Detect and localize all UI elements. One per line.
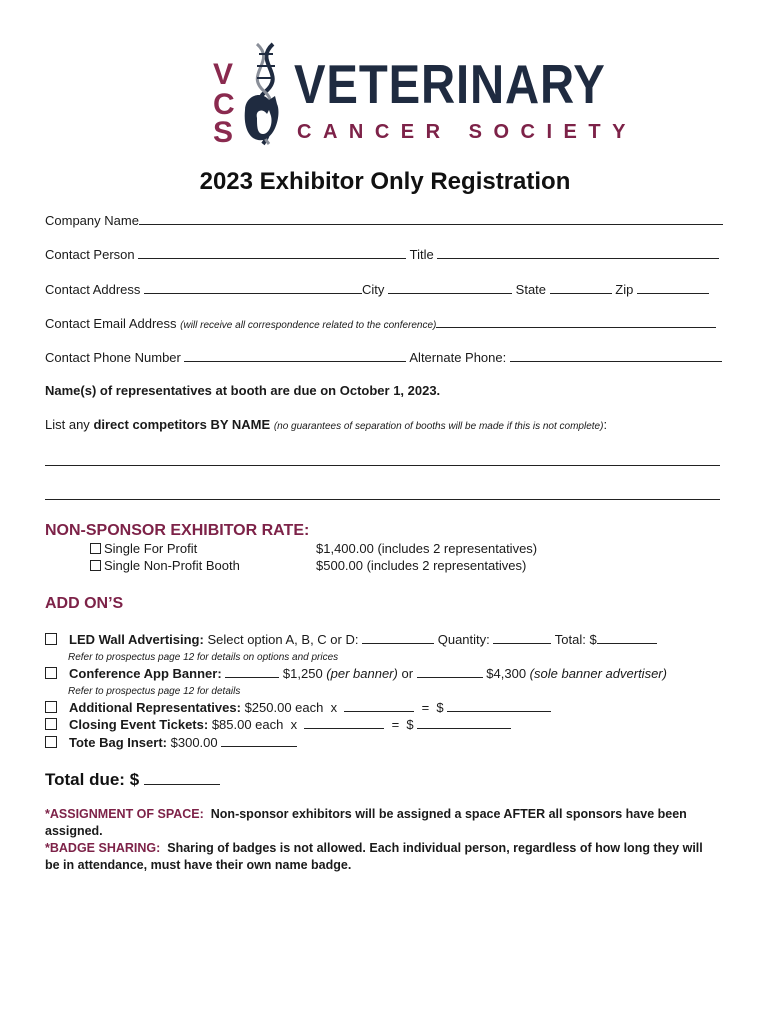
logo-initial-c: C: [213, 88, 235, 121]
app-banner-row: [45, 665, 667, 682]
state-field[interactable]: [550, 281, 612, 294]
option-for-profit[interactable]: [90, 541, 197, 557]
representatives-checkbox[interactable]: [45, 701, 57, 713]
non-profit-price: $500.00 (includes 2 representatives): [316, 558, 527, 573]
contact-email-label: Contact Email Address: [45, 316, 177, 331]
total-due-label: Total due:: [45, 770, 125, 789]
assignment-note-text: Non-sponsor exhibitors will be assigned a space AFTER all sponsors have been assigned.: [45, 807, 687, 838]
contact-address-field[interactable]: [144, 281, 362, 294]
representatives-x: x: [330, 700, 338, 715]
closing-event-row: [45, 716, 511, 733]
page-title: 2023 Exhibitor Only Registration: [199, 168, 571, 195]
led-wall-name: LED Wall Advertising:: [69, 632, 204, 647]
company-name-label: Company Name: [45, 213, 139, 228]
tote-bag-text: $300.00: [170, 735, 218, 750]
state-label: State: [515, 282, 547, 297]
contact-address-label: Contact Address: [45, 282, 141, 297]
badge-note: [45, 840, 710, 874]
logo-name-sub: CANCER SOCIETY: [297, 121, 637, 143]
alternate-phone-label: Alternate Phone:: [409, 350, 507, 365]
contact-person-row: [45, 246, 719, 263]
closing-event-text: $85.00 each: [211, 717, 284, 732]
app-banner-qty-field[interactable]: [225, 665, 279, 678]
zip-field[interactable]: [637, 281, 709, 294]
contact-email-row: [45, 315, 716, 334]
for-profit-price: $1,400.00 (includes 2 representatives): [316, 541, 538, 556]
company-name-row: [45, 212, 723, 229]
contact-phone-label: Contact Phone Number: [45, 350, 181, 365]
representatives-eq: =: [421, 700, 430, 715]
logo-initial-s: S: [213, 116, 234, 149]
tote-bag-name: Tote Bag Insert:: [69, 735, 167, 750]
tote-bag-row: [45, 734, 297, 751]
dna-helix-animal-icon: [235, 40, 293, 148]
contact-person-label: Contact Person: [45, 247, 135, 262]
for-profit-label: Single For Profit: [104, 541, 198, 556]
logo-initial-v: V: [213, 58, 234, 91]
assignment-note: [45, 806, 725, 840]
badge-note-text: Sharing of badges is not allowed. Each individual person, regardless of how long they will be in attendance, must have their own name badge.: [45, 841, 703, 872]
app-banner-sole: (sole banner advertiser): [529, 666, 667, 681]
assignment-note-label: *ASSIGNMENT OF SPACE:: [45, 807, 204, 821]
closing-event-dollar: $: [406, 717, 414, 732]
closing-event-qty-field[interactable]: [304, 716, 384, 729]
logo-name-main: VETERINARY: [294, 53, 606, 115]
competitors-note: (no guarantees of separation of booths will be made if this is not complete): [273, 421, 604, 432]
contact-email-field[interactable]: [436, 315, 716, 328]
closing-event-total-field[interactable]: [417, 716, 511, 729]
representatives-name: Additional Representatives:: [69, 700, 241, 715]
total-due-row: [45, 768, 220, 791]
total-due-field[interactable]: [144, 768, 220, 785]
contact-phone-field[interactable]: [184, 349, 406, 362]
led-wall-option-field[interactable]: [362, 631, 434, 644]
competitors-field-1[interactable]: [45, 465, 720, 466]
app-banner-price2: $4,300: [486, 666, 527, 681]
competitors-suffix: :: [603, 417, 608, 432]
representatives-dollar: $: [436, 700, 444, 715]
non-profit-label: Single Non-Profit Booth: [104, 558, 240, 573]
non-profit-checkbox[interactable]: [90, 560, 101, 571]
competitors-bold: direct competitors BY NAME: [93, 417, 271, 432]
contact-phone-row: [45, 349, 722, 366]
app-banner-per-banner: (per banner): [326, 666, 398, 681]
contact-email-note: (will receive all correspondence related to the conference): [180, 320, 437, 331]
representatives-qty-field[interactable]: [344, 699, 414, 712]
competitors-prefix: List any: [45, 417, 90, 432]
led-wall-quantity-label: Quantity:: [437, 632, 490, 647]
closing-event-name: Closing Event Tickets:: [69, 717, 209, 732]
title-label: Title: [409, 247, 434, 262]
closing-event-checkbox[interactable]: [45, 718, 57, 730]
representatives-total-field[interactable]: [447, 699, 551, 712]
app-banner-name: Conference App Banner:: [69, 666, 222, 681]
zip-label: Zip: [615, 282, 634, 297]
app-banner-price1: $1,250: [282, 666, 323, 681]
representatives-text: $250.00 each: [244, 700, 324, 715]
app-banner-or: or: [401, 666, 414, 681]
total-due-dollar: $: [129, 770, 140, 789]
add-ons-heading: ADD ON’S: [45, 595, 124, 612]
app-banner-checkbox[interactable]: [45, 667, 57, 679]
competitors-row: [45, 417, 607, 435]
tote-bag-field[interactable]: [221, 734, 297, 747]
for-profit-checkbox[interactable]: [90, 543, 101, 554]
option-non-profit[interactable]: [90, 558, 240, 574]
led-wall-row: [45, 631, 657, 648]
led-wall-total-field[interactable]: [597, 631, 657, 644]
city-field[interactable]: [388, 281, 512, 294]
tote-bag-checkbox[interactable]: [45, 736, 57, 748]
led-wall-text: Select option A, B, C or D:: [207, 632, 359, 647]
representatives-row: [45, 699, 551, 716]
led-wall-total-label: Total: $: [554, 632, 597, 647]
alternate-phone-field[interactable]: [510, 349, 722, 362]
closing-event-x: x: [290, 717, 298, 732]
led-wall-checkbox[interactable]: [45, 633, 57, 645]
closing-event-eq: =: [391, 717, 400, 732]
representatives-due-note: Name(s) of representatives at booth are due on October 1, 2023.: [45, 383, 441, 398]
vcs-logo: [205, 40, 637, 150]
contact-address-row: [45, 281, 709, 298]
company-name-field[interactable]: [139, 212, 723, 225]
led-wall-quantity-field[interactable]: [493, 631, 551, 644]
led-wall-ref: Refer to prospectus page 12 for details on options and prices: [68, 652, 339, 663]
app-banner-ref: Refer to prospectus page 12 for details: [68, 686, 241, 697]
city-label: City: [362, 282, 385, 297]
badge-note-label: *BADGE SHARING:: [45, 841, 161, 855]
competitors-field-2[interactable]: [45, 499, 720, 500]
non-sponsor-heading: NON-SPONSOR EXHIBITOR RATE:: [45, 522, 310, 539]
contact-person-field[interactable]: [138, 246, 406, 259]
title-field[interactable]: [437, 246, 719, 259]
app-banner-sole-field[interactable]: [417, 665, 483, 678]
